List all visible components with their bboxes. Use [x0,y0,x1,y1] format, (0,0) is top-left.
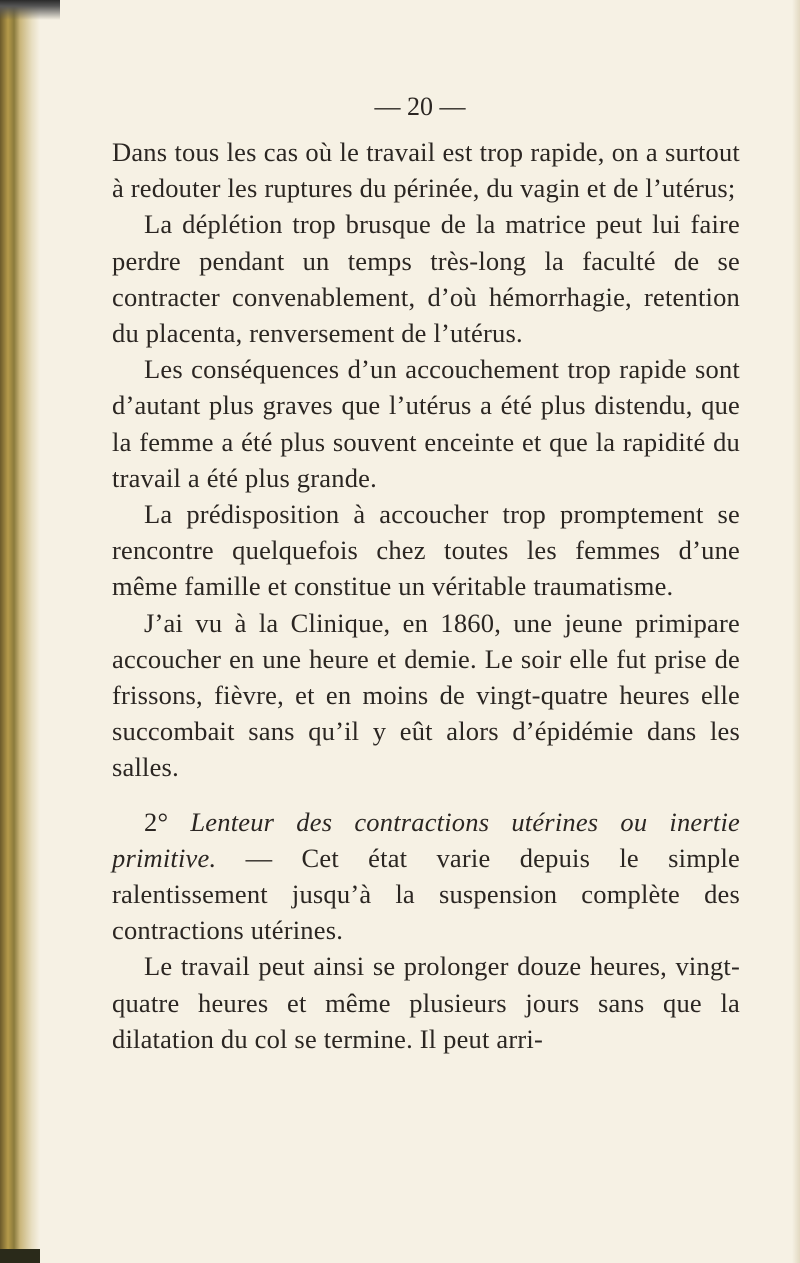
page-right-edge [792,0,800,1263]
paragraph: Dans tous les cas où le travail est trop rapide, on a surtout à redouter les ruptures du périnée, du vagin et de l’utérus; [112,137,740,204]
paragraph: La déplétion trop brusque de la matrice peut lui faire perdre pendant un temps très-long la faculté de se contracter convenablement, d’où hémorrhagie, retention du placenta, renversement de l’utérus. [112,209,740,349]
paragraph: Le travail peut ainsi se prolonger douze heures, vingt-quatre heures et même plusieurs jours sans que la dilatation du col se termine. Il peut arri- [112,951,740,1054]
body-text [112,134,740,1057]
page-number: — 20 — [374,92,466,121]
paragraph: Les conséquences d’un accouchement trop rapide sont d’autant plus graves que l’utérus a été plus distendu, que la femme a été plus souvent enceinte et que la rapidité du travail a été plus grande. [112,354,740,493]
section-title: Lenteur des contractions utérines ou inertie primitive. [112,806,740,873]
paragraph: La prédisposition à accoucher trop promptement se rencontre quelquefois chez toutes les femmes d’une même famille et constitue un véritable traumatisme. [112,499,740,602]
page-corner-shadow [0,0,60,20]
book-spine-shadow [0,0,40,1263]
spine-bottom-edge [0,1249,40,1263]
section-paragraph [112,804,740,949]
paragraph: J’ai vu à la Clinique, en 1860, une jeune primipare accoucher en une heure et demie. Le soir elle fut prise de frissons, fièvre, et en moins de vingt-quatre heures elle succombait sans qu’il y eût alors d’épidémie dans les salles. [112,607,740,783]
section-number: 2° [144,806,169,837]
section-text: — Cet état varie depuis le simple ralentissement jusqu’à la suspension complète des contractions utérines. [112,842,740,946]
